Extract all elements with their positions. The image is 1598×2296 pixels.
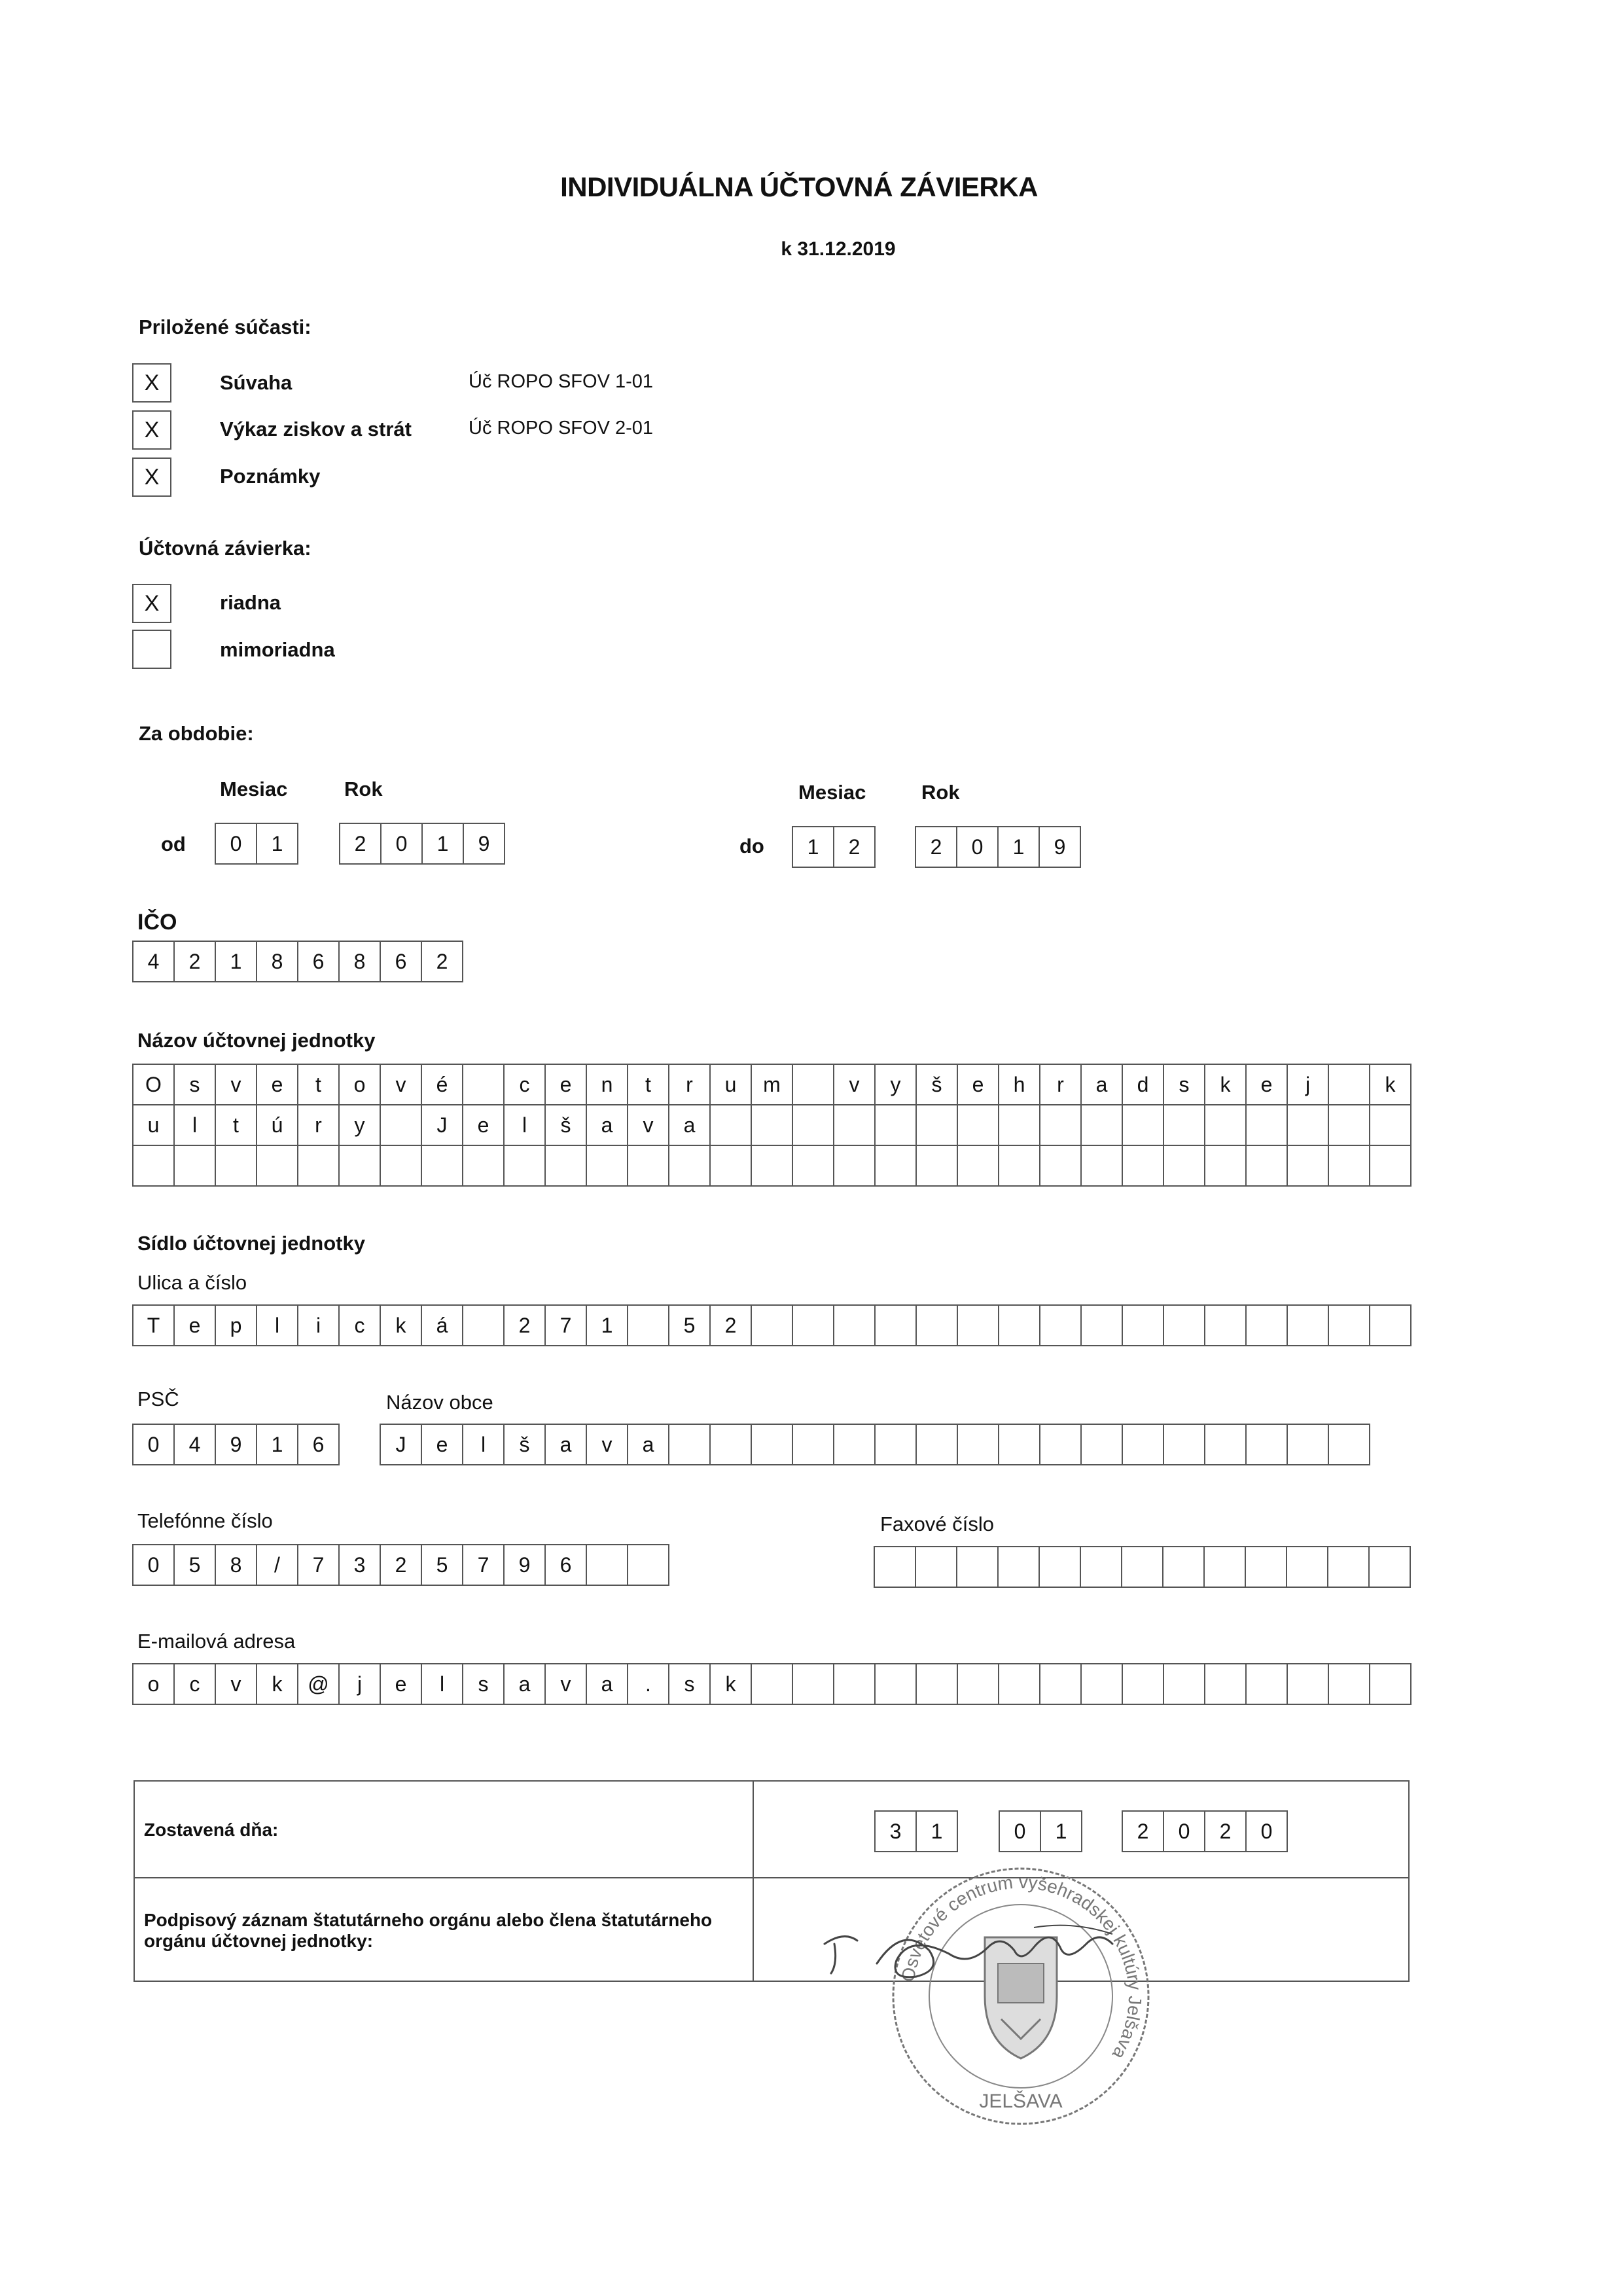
char-cell bbox=[1205, 1306, 1247, 1345]
stamp-text: Osvetové centrum vyšehradskej kultúry Jelšava bbox=[897, 1871, 1146, 2063]
char-cell bbox=[1082, 1664, 1123, 1704]
phone-field[interactable] bbox=[132, 1544, 669, 1586]
char-cell bbox=[916, 1547, 957, 1587]
char-cell: 2 bbox=[505, 1306, 546, 1345]
digit-cell: 6 bbox=[298, 942, 340, 981]
char-cell bbox=[1329, 1146, 1370, 1185]
char-cell: T bbox=[133, 1306, 175, 1345]
char-cell: s bbox=[463, 1664, 505, 1704]
char-cell bbox=[1205, 1547, 1246, 1587]
email-field[interactable] bbox=[132, 1663, 1412, 1705]
entity-name-label: Názov účtovnej jednotky bbox=[137, 1029, 376, 1052]
period-label: Za obdobie: bbox=[139, 722, 254, 745]
char-cell: y bbox=[340, 1105, 381, 1145]
char-cell bbox=[958, 1146, 999, 1185]
char-cell bbox=[917, 1425, 958, 1464]
char-cell: / bbox=[257, 1545, 298, 1585]
char-cell: l bbox=[175, 1105, 216, 1145]
char-cell bbox=[1082, 1146, 1123, 1185]
char-cell: 5 bbox=[669, 1306, 711, 1345]
char-cell bbox=[505, 1146, 546, 1185]
char-cell: k bbox=[1205, 1065, 1247, 1104]
char-cell: n bbox=[587, 1065, 628, 1104]
to-year-field[interactable] bbox=[915, 826, 1081, 868]
char-cell: m bbox=[752, 1065, 793, 1104]
char-cell bbox=[628, 1545, 669, 1585]
psc-field[interactable] bbox=[132, 1424, 340, 1465]
digit-cell: 2 bbox=[422, 942, 463, 981]
char-cell: é bbox=[422, 1065, 463, 1104]
char-cell bbox=[875, 1547, 916, 1587]
char-cell bbox=[1122, 1547, 1163, 1587]
char-cell: J bbox=[422, 1105, 463, 1145]
char-cell: s bbox=[1164, 1065, 1205, 1104]
char-cell bbox=[957, 1547, 999, 1587]
char-cell bbox=[752, 1105, 793, 1145]
char-cell: 5 bbox=[422, 1545, 463, 1585]
char-cell bbox=[793, 1664, 834, 1704]
char-cell bbox=[1370, 1146, 1412, 1185]
char-cell bbox=[876, 1146, 917, 1185]
ico-field[interactable] bbox=[132, 941, 463, 982]
char-cell bbox=[1288, 1146, 1329, 1185]
char-cell bbox=[1164, 1425, 1205, 1464]
char-cell: v bbox=[546, 1664, 587, 1704]
digit-cell: 1 bbox=[917, 1812, 958, 1851]
digit-cell: 3 bbox=[876, 1812, 917, 1851]
char-cell bbox=[958, 1664, 999, 1704]
char-cell: j bbox=[1288, 1065, 1329, 1104]
char-cell: r bbox=[669, 1065, 711, 1104]
char-cell bbox=[133, 1146, 175, 1185]
char-cell: y bbox=[876, 1065, 917, 1104]
to-month-field[interactable] bbox=[792, 826, 876, 868]
char-cell bbox=[1164, 1664, 1205, 1704]
char-cell bbox=[793, 1065, 834, 1104]
char-cell: 9 bbox=[505, 1545, 546, 1585]
digit-cell: 1 bbox=[257, 824, 298, 863]
digit-cell: 2 bbox=[175, 942, 216, 981]
char-cell: e bbox=[422, 1425, 463, 1464]
component-name-poznamky: Poznámky bbox=[220, 465, 321, 488]
from-label: od bbox=[161, 833, 186, 855]
char-cell bbox=[834, 1425, 876, 1464]
char-cell bbox=[1329, 1306, 1370, 1345]
char-cell: l bbox=[463, 1425, 505, 1464]
char-cell bbox=[711, 1146, 752, 1185]
char-cell bbox=[834, 1146, 876, 1185]
component-code-suvaha: Úč ROPO SFOV 1-01 bbox=[469, 371, 654, 392]
char-cell bbox=[1328, 1547, 1370, 1587]
char-cell bbox=[1370, 1105, 1412, 1145]
char-cell: 8 bbox=[216, 1545, 257, 1585]
char-cell bbox=[876, 1425, 917, 1464]
char-cell bbox=[793, 1105, 834, 1145]
char-cell: 5 bbox=[175, 1545, 216, 1585]
char-cell: r bbox=[298, 1105, 340, 1145]
char-cell bbox=[1040, 1664, 1082, 1704]
char-cell bbox=[999, 1306, 1040, 1345]
char-cell bbox=[1040, 1146, 1082, 1185]
table-divider bbox=[753, 1782, 754, 1981]
char-cell: e bbox=[1247, 1065, 1288, 1104]
char-cell: O bbox=[133, 1065, 175, 1104]
char-cell bbox=[1082, 1425, 1123, 1464]
char-cell: v bbox=[216, 1065, 257, 1104]
char-cell bbox=[463, 1065, 505, 1104]
from-year-label: Rok bbox=[344, 778, 383, 800]
digit-cell: 6 bbox=[381, 942, 422, 981]
char-cell bbox=[793, 1146, 834, 1185]
char-cell: v bbox=[216, 1664, 257, 1704]
char-cell bbox=[917, 1146, 958, 1185]
char-cell: . bbox=[628, 1664, 669, 1704]
digit-cell: 1 bbox=[423, 824, 464, 863]
char-cell bbox=[1040, 1105, 1082, 1145]
char-cell: 4 bbox=[175, 1425, 216, 1464]
char-cell: a bbox=[587, 1664, 628, 1704]
char-cell: J bbox=[381, 1425, 422, 1464]
char-cell bbox=[1205, 1146, 1247, 1185]
char-cell bbox=[1329, 1105, 1370, 1145]
char-cell bbox=[1247, 1664, 1288, 1704]
checkbox-mimoriadna[interactable] bbox=[132, 630, 171, 669]
digit-cell: 2 bbox=[1205, 1812, 1247, 1851]
checkbox-riadna[interactable]: X bbox=[132, 584, 171, 623]
component-code-vykaz: Úč ROPO SFOV 2-01 bbox=[469, 418, 654, 439]
char-cell bbox=[1040, 1425, 1082, 1464]
char-cell bbox=[999, 1146, 1040, 1185]
char-cell: a bbox=[505, 1664, 546, 1704]
digit-cell: 8 bbox=[257, 942, 298, 981]
char-cell: o bbox=[340, 1065, 381, 1104]
char-cell bbox=[752, 1306, 793, 1345]
char-cell: s bbox=[669, 1664, 711, 1704]
city-label: Názov obce bbox=[386, 1391, 493, 1414]
char-cell bbox=[1164, 1146, 1205, 1185]
char-cell bbox=[628, 1146, 669, 1185]
char-cell: ú bbox=[257, 1105, 298, 1145]
char-cell bbox=[1040, 1306, 1082, 1345]
char-cell: e bbox=[175, 1306, 216, 1345]
char-cell bbox=[1370, 1306, 1412, 1345]
digit-cell: 2 bbox=[916, 827, 957, 867]
char-cell: l bbox=[257, 1306, 298, 1345]
closing-name-mimoriadna: mimoriadna bbox=[220, 638, 335, 661]
char-cell: d bbox=[1123, 1065, 1164, 1104]
char-cell bbox=[1329, 1664, 1370, 1704]
closing-name-riadna: riadna bbox=[220, 591, 281, 614]
char-cell bbox=[340, 1146, 381, 1185]
digit-cell: 0 bbox=[382, 824, 423, 863]
char-cell: j bbox=[340, 1664, 381, 1704]
char-cell bbox=[1123, 1425, 1164, 1464]
char-cell: 0 bbox=[133, 1425, 175, 1464]
seat-label: Sídlo účtovnej jednotky bbox=[137, 1232, 365, 1255]
digit-cell: 1 bbox=[216, 942, 257, 981]
char-cell bbox=[1081, 1547, 1122, 1587]
handwritten-signature bbox=[818, 1918, 1145, 2003]
digit-cell: 4 bbox=[133, 942, 175, 981]
digit-cell: 9 bbox=[1040, 827, 1081, 867]
char-cell: a bbox=[546, 1425, 587, 1464]
char-cell bbox=[1123, 1306, 1164, 1345]
char-cell bbox=[834, 1105, 876, 1145]
char-cell bbox=[1164, 1306, 1205, 1345]
char-cell: v bbox=[628, 1105, 669, 1145]
char-cell bbox=[1205, 1105, 1247, 1145]
street-field[interactable] bbox=[132, 1304, 1412, 1346]
char-cell bbox=[463, 1306, 505, 1345]
char-cell bbox=[1082, 1306, 1123, 1345]
char-cell bbox=[1040, 1547, 1081, 1587]
char-cell bbox=[1287, 1547, 1328, 1587]
char-cell bbox=[711, 1425, 752, 1464]
char-cell: t bbox=[216, 1105, 257, 1145]
char-cell: e bbox=[546, 1065, 587, 1104]
char-cell: 1 bbox=[587, 1306, 628, 1345]
char-cell bbox=[752, 1425, 793, 1464]
char-cell: v bbox=[587, 1425, 628, 1464]
signature-table bbox=[133, 1780, 1410, 1982]
char-cell: á bbox=[422, 1306, 463, 1345]
char-cell: e bbox=[958, 1065, 999, 1104]
digit-cell: 8 bbox=[340, 942, 381, 981]
char-cell: e bbox=[463, 1105, 505, 1145]
char-cell bbox=[1163, 1547, 1205, 1587]
digit-cell: 2 bbox=[834, 827, 876, 867]
component-name-vykaz: Výkaz ziskov a strát bbox=[220, 418, 412, 440]
fax-label: Faxové číslo bbox=[880, 1513, 995, 1535]
street-label: Ulica a číslo bbox=[137, 1271, 247, 1294]
digit-cell: 1 bbox=[1041, 1812, 1082, 1851]
char-cell: š bbox=[917, 1065, 958, 1104]
email-label: E-mailová adresa bbox=[137, 1630, 296, 1653]
char-cell bbox=[1370, 1664, 1412, 1704]
document-date: k 31.12.2019 bbox=[781, 238, 896, 260]
component-name-suvaha: Súvaha bbox=[220, 371, 293, 394]
char-cell: a bbox=[628, 1425, 669, 1464]
to-month-label: Mesiac bbox=[798, 781, 866, 804]
char-cell: 6 bbox=[298, 1425, 340, 1464]
from-month-label: Mesiac bbox=[220, 778, 288, 800]
char-cell: 6 bbox=[546, 1545, 587, 1585]
char-cell: š bbox=[505, 1425, 546, 1464]
char-cell bbox=[1205, 1664, 1247, 1704]
to-label: do bbox=[739, 834, 764, 857]
char-cell bbox=[834, 1664, 876, 1704]
char-cell: l bbox=[505, 1105, 546, 1145]
from-month-field[interactable] bbox=[215, 823, 298, 865]
char-cell bbox=[257, 1146, 298, 1185]
char-cell: a bbox=[669, 1105, 711, 1145]
char-cell bbox=[958, 1306, 999, 1345]
compiled-month-field[interactable] bbox=[999, 1810, 1082, 1852]
sign-label: Podpisový záznam štatutárneho orgánu alebo člena štatutárneho orgánu účtovnej jednotky: bbox=[144, 1910, 713, 1951]
document-title: INDIVIDUÁLNA ÚČTOVNÁ ZÁVIERKA bbox=[560, 171, 1038, 202]
char-cell bbox=[587, 1146, 628, 1185]
char-cell bbox=[1082, 1105, 1123, 1145]
char-cell bbox=[1205, 1425, 1247, 1464]
checkbox-suvaha[interactable]: X bbox=[132, 363, 171, 403]
char-cell: a bbox=[587, 1105, 628, 1145]
char-cell bbox=[1370, 1547, 1411, 1587]
char-cell: t bbox=[298, 1065, 340, 1104]
char-cell bbox=[381, 1105, 422, 1145]
char-cell: 7 bbox=[298, 1545, 340, 1585]
psc-label: PSČ bbox=[137, 1388, 179, 1410]
char-cell: u bbox=[133, 1105, 175, 1145]
char-cell bbox=[793, 1425, 834, 1464]
ico-label: IČO bbox=[137, 910, 177, 935]
char-cell: s bbox=[175, 1065, 216, 1104]
char-cell: h bbox=[999, 1065, 1040, 1104]
char-cell bbox=[711, 1105, 752, 1145]
char-cell bbox=[1288, 1664, 1329, 1704]
char-cell bbox=[1329, 1425, 1370, 1464]
char-cell: 7 bbox=[546, 1306, 587, 1345]
digit-cell: 0 bbox=[957, 827, 999, 867]
char-cell: k bbox=[381, 1306, 422, 1345]
from-year-field[interactable] bbox=[339, 823, 505, 865]
char-cell bbox=[1123, 1105, 1164, 1145]
char-cell bbox=[1247, 1425, 1288, 1464]
char-cell bbox=[876, 1306, 917, 1345]
char-cell: 2 bbox=[381, 1545, 422, 1585]
digit-cell: 0 bbox=[216, 824, 257, 863]
entity-name-row bbox=[133, 1146, 1412, 1187]
char-cell bbox=[793, 1306, 834, 1345]
char-cell bbox=[917, 1306, 958, 1345]
char-cell bbox=[669, 1425, 711, 1464]
char-cell: 1 bbox=[257, 1425, 298, 1464]
char-cell bbox=[546, 1146, 587, 1185]
char-cell bbox=[999, 1425, 1040, 1464]
checkbox-poznamky[interactable]: X bbox=[132, 457, 171, 497]
char-cell bbox=[958, 1425, 999, 1464]
char-cell: a bbox=[1082, 1065, 1123, 1104]
char-cell bbox=[587, 1545, 628, 1585]
char-cell: 9 bbox=[216, 1425, 257, 1464]
compiled-label: Zostavená dňa: bbox=[144, 1820, 279, 1840]
char-cell bbox=[1123, 1146, 1164, 1185]
char-cell: 7 bbox=[463, 1545, 505, 1585]
char-cell bbox=[1164, 1105, 1205, 1145]
char-cell: š bbox=[546, 1105, 587, 1145]
closing-label: Účtovná závierka: bbox=[139, 537, 311, 560]
char-cell: k bbox=[1370, 1065, 1412, 1104]
entity-name-field[interactable] bbox=[132, 1064, 1412, 1187]
char-cell: v bbox=[381, 1065, 422, 1104]
phone-label: Telefónne číslo bbox=[137, 1509, 273, 1532]
char-cell bbox=[1247, 1306, 1288, 1345]
compiled-day-field[interactable] bbox=[874, 1810, 958, 1852]
entity-name-row bbox=[133, 1065, 1412, 1105]
char-cell: u bbox=[711, 1065, 752, 1104]
char-cell bbox=[999, 1105, 1040, 1145]
to-year-label: Rok bbox=[921, 781, 960, 804]
char-cell: e bbox=[257, 1065, 298, 1104]
char-cell: k bbox=[711, 1664, 752, 1704]
char-cell bbox=[1288, 1105, 1329, 1145]
char-cell bbox=[1329, 1065, 1370, 1104]
char-cell bbox=[958, 1105, 999, 1145]
char-cell bbox=[1246, 1547, 1287, 1587]
char-cell: @ bbox=[298, 1664, 340, 1704]
digit-cell: 0 bbox=[1164, 1812, 1205, 1851]
char-cell bbox=[216, 1146, 257, 1185]
char-cell: e bbox=[381, 1664, 422, 1704]
char-cell bbox=[999, 1664, 1040, 1704]
char-cell bbox=[1247, 1146, 1288, 1185]
char-cell bbox=[1247, 1105, 1288, 1145]
char-cell: i bbox=[298, 1306, 340, 1345]
char-cell: v bbox=[834, 1065, 876, 1104]
char-cell bbox=[422, 1146, 463, 1185]
city-field[interactable] bbox=[380, 1424, 1370, 1465]
char-cell: l bbox=[422, 1664, 463, 1704]
digit-cell: 1 bbox=[999, 827, 1040, 867]
entity-name-row bbox=[133, 1105, 1412, 1146]
char-cell bbox=[876, 1105, 917, 1145]
char-cell bbox=[628, 1306, 669, 1345]
char-cell: c bbox=[505, 1065, 546, 1104]
stamp-city: JELŠAVA bbox=[979, 2090, 1063, 2112]
char-cell bbox=[917, 1664, 958, 1704]
char-cell bbox=[381, 1146, 422, 1185]
char-cell: 3 bbox=[340, 1545, 381, 1585]
char-cell bbox=[752, 1146, 793, 1185]
char-cell: 2 bbox=[711, 1306, 752, 1345]
digit-cell: 1 bbox=[793, 827, 834, 867]
char-cell: k bbox=[257, 1664, 298, 1704]
digit-cell: 9 bbox=[464, 824, 505, 863]
char-cell bbox=[1288, 1425, 1329, 1464]
char-cell bbox=[463, 1146, 505, 1185]
digit-cell: 2 bbox=[1123, 1812, 1164, 1851]
char-cell: c bbox=[175, 1664, 216, 1704]
char-cell bbox=[917, 1105, 958, 1145]
digit-cell: 0 bbox=[1247, 1812, 1288, 1851]
char-cell bbox=[834, 1306, 876, 1345]
char-cell: o bbox=[133, 1664, 175, 1704]
compiled-year-field[interactable] bbox=[1122, 1810, 1288, 1852]
char-cell bbox=[999, 1547, 1040, 1587]
char-cell: r bbox=[1040, 1065, 1082, 1104]
digit-cell: 0 bbox=[1000, 1812, 1041, 1851]
components-label: Priložené súčasti: bbox=[139, 315, 311, 338]
char-cell: t bbox=[628, 1065, 669, 1104]
char-cell bbox=[752, 1664, 793, 1704]
char-cell bbox=[1123, 1664, 1164, 1704]
char-cell bbox=[876, 1664, 917, 1704]
char-cell bbox=[175, 1146, 216, 1185]
char-cell bbox=[1288, 1306, 1329, 1345]
fax-field[interactable] bbox=[874, 1546, 1411, 1588]
char-cell: 0 bbox=[133, 1545, 175, 1585]
char-cell: p bbox=[216, 1306, 257, 1345]
char-cell: c bbox=[340, 1306, 381, 1345]
char-cell bbox=[298, 1146, 340, 1185]
char-cell bbox=[669, 1146, 711, 1185]
checkbox-vykaz[interactable]: X bbox=[132, 410, 171, 450]
digit-cell: 2 bbox=[340, 824, 382, 863]
